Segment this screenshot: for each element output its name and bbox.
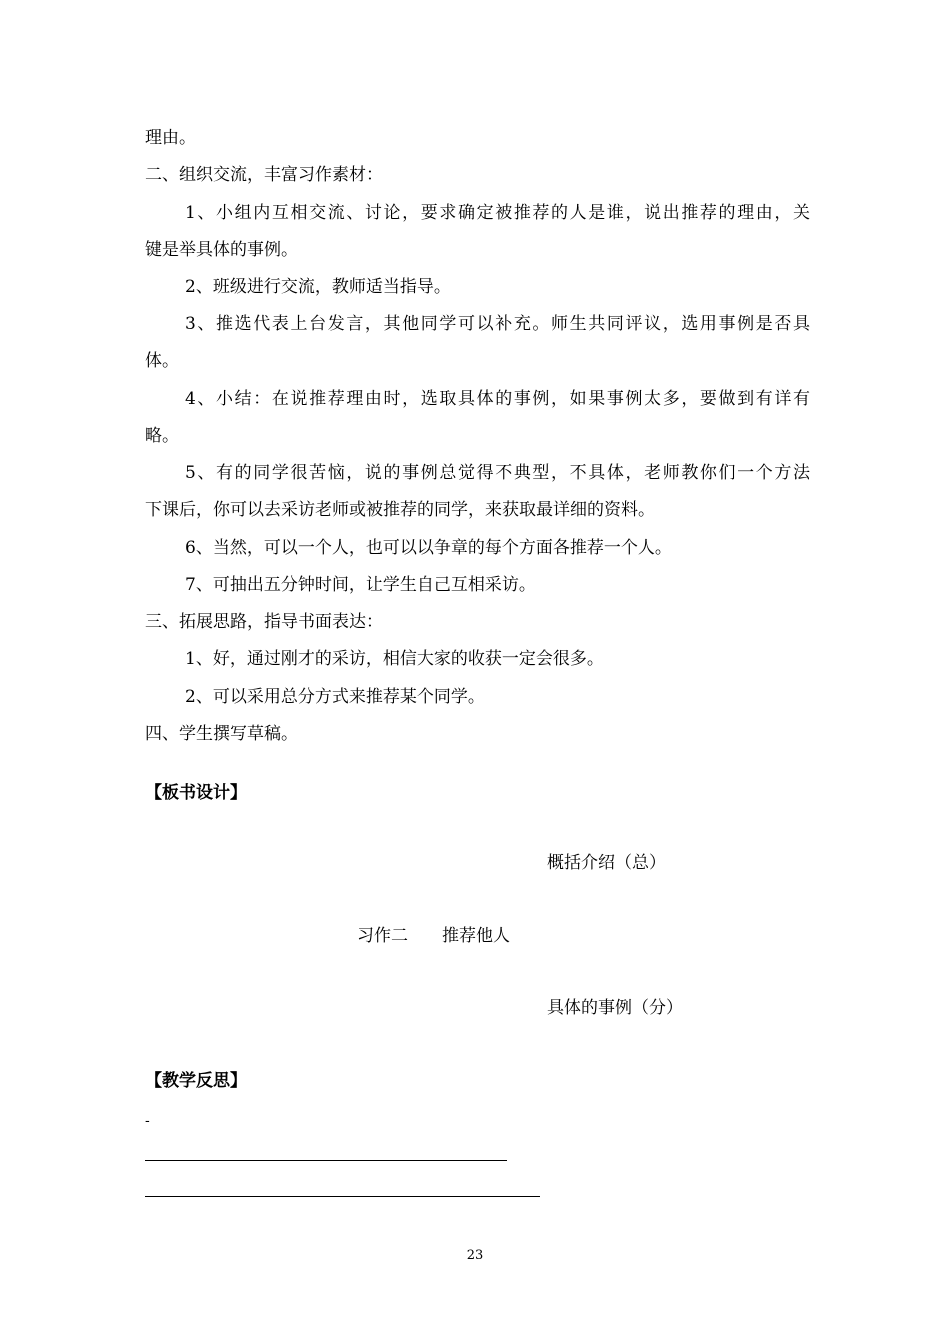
body-text-line: 6、当然，可以一个人，也可以以争章的每个方面各推荐一个人。 bbox=[185, 538, 672, 558]
board-design-heading: 【板书设计】 bbox=[145, 783, 247, 803]
section-heading-three: 三、拓展思路，指导书面表达： bbox=[145, 612, 383, 632]
body-text-line: 5、有的同学很苦恼，说的事例总觉得不典型，不具体，老师教你们一个方法 bbox=[185, 463, 810, 483]
body-text-line: 3、推选代表上台发言，其他同学可以补充。师生共同评议，选用事例是否具 bbox=[185, 314, 810, 334]
page-number: 23 bbox=[466, 1248, 484, 1263]
reflection-writing-line bbox=[145, 1196, 540, 1197]
body-text-line: 键是举具体的事例。 bbox=[145, 240, 298, 260]
body-text-line: 下课后，你可以去采访老师或被推荐的同学，来获取最详细的资料。 bbox=[145, 500, 655, 520]
body-text-line: 1、小组内互相交流、讨论，要求确定被推荐的人是谁，说出推荐的理由，关 bbox=[185, 203, 810, 223]
section-heading-four: 四、学生撰写草稿。 bbox=[145, 724, 298, 744]
board-summary-label: 概括介绍（总） bbox=[547, 853, 666, 873]
body-text-line: 2、班级进行交流，教师适当指导。 bbox=[185, 277, 451, 297]
body-text-line: 1、好，通过刚才的采访，相信大家的收获一定会很多。 bbox=[185, 649, 604, 669]
body-text-line: 理由。 bbox=[145, 128, 196, 148]
board-title: 习作二 推荐他人 bbox=[357, 926, 510, 946]
body-text-line: 2、可以采用总分方式来推荐某个同学。 bbox=[185, 687, 485, 707]
body-text-line: 7、可抽出五分钟时间，让学生自己互相采访。 bbox=[185, 575, 536, 595]
section-heading-two: 二、组织交流，丰富习作素材： bbox=[145, 165, 383, 185]
teaching-reflection-heading: 【教学反思】 bbox=[145, 1071, 247, 1091]
body-text-line: 体。 bbox=[145, 351, 179, 371]
reflection-dash: - bbox=[145, 1113, 150, 1129]
reflection-writing-line bbox=[145, 1160, 507, 1161]
body-text-line: 略。 bbox=[145, 426, 179, 446]
body-text-line: 4、小结：在说推荐理由时，选取具体的事例，如果事例太多，要做到有详有 bbox=[185, 389, 810, 409]
board-details-label: 具体的事例（分） bbox=[547, 998, 683, 1018]
